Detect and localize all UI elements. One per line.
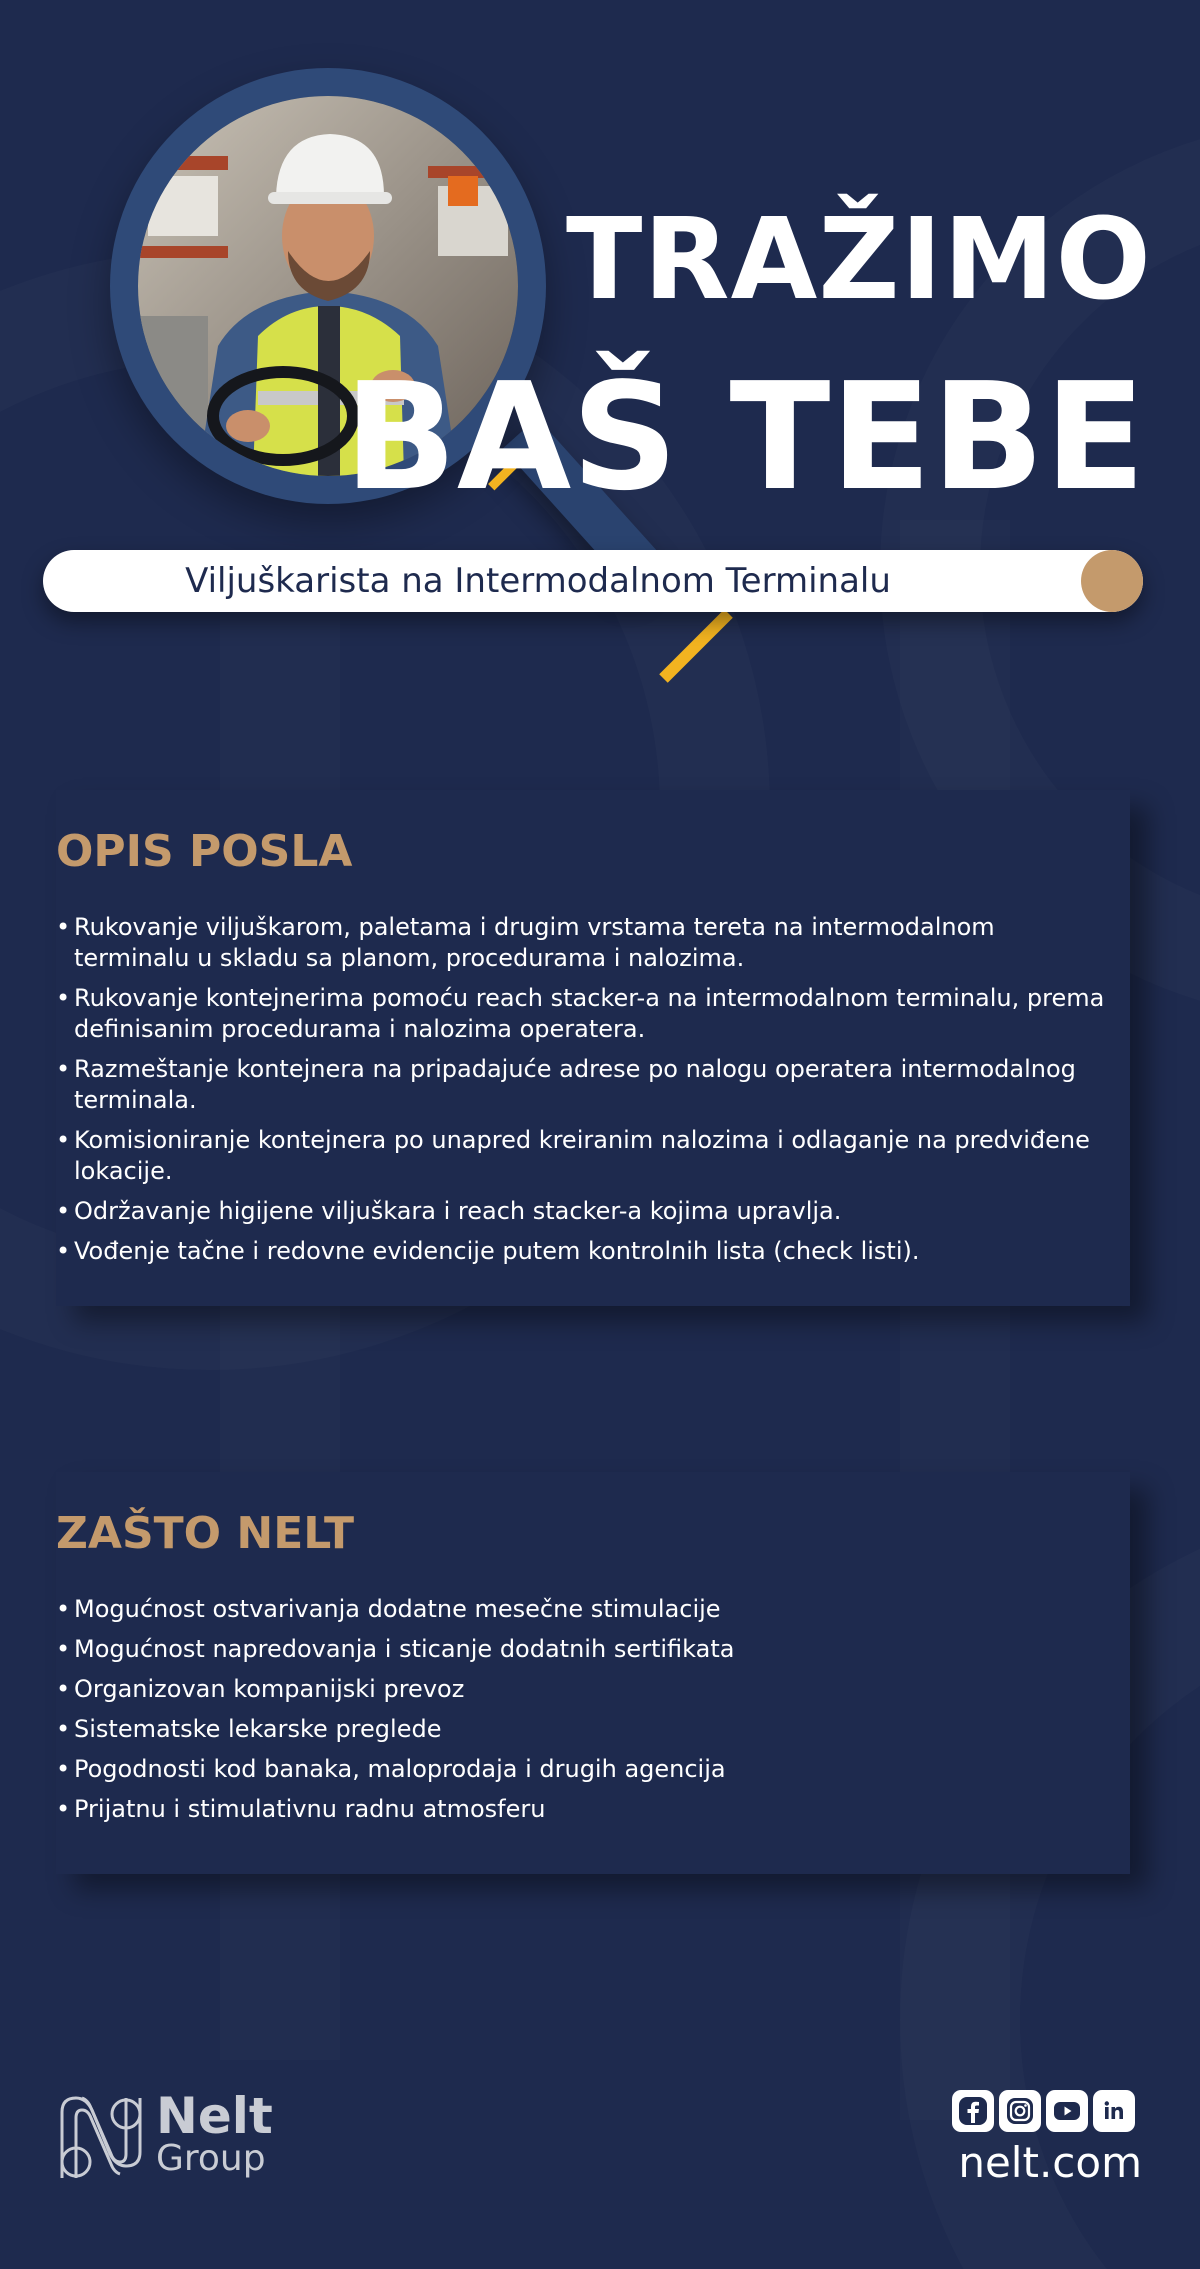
- background-stroke: [900, 520, 1010, 2120]
- list-item: • Mogućnost ostvarivanja dodatne mesečne stimulacije: [56, 1594, 1116, 1625]
- website-link[interactable]: nelt.com: [958, 2138, 1142, 2187]
- nelt-logo-mark-icon: [56, 2092, 146, 2182]
- list-item: • Vođenje tačne i redovne evidencije putem kontrolnih lista (check listi).: [56, 1236, 1116, 1267]
- list-item: • Komisioniranje kontejnera po unapred kreiranim nalozima i odlaganje na predviđene lokacije.: [56, 1125, 1116, 1187]
- list-item: • Sistematske lekarske preglede: [56, 1714, 1116, 1745]
- headline-line-2: BAŠ TEBE: [344, 351, 1146, 523]
- youtube-icon[interactable]: [1046, 2090, 1088, 2132]
- social-links: [952, 2090, 1142, 2134]
- job-title-pill: [43, 550, 1143, 612]
- benefits-title: ZAŠTO NELT: [56, 1508, 355, 1559]
- headline-line-1: TRAŽIMO: [566, 195, 1152, 325]
- job-title: Viljuškarista na Intermodalnom Terminalu: [185, 561, 891, 601]
- job-description-list: [56, 912, 1116, 1276]
- pill-dot: [1081, 550, 1143, 612]
- list-item: • Mogućnost napredovanja i sticanje dodatnih sertifikata: [56, 1634, 1116, 1665]
- linkedin-icon[interactable]: [1093, 2090, 1135, 2132]
- list-item: • Rukovanje viljuškarom, paletama i drugim vrstama tereta na intermodalnom terminalu u skladu sa planom, procedurama i nalozima.: [56, 912, 1116, 974]
- list-item: • Održavanje higijene viljuškara i reach stacker-a kojima upravlja.: [56, 1196, 1116, 1227]
- list-item: • Organizovan kompanijski prevoz: [56, 1674, 1116, 1705]
- instagram-icon[interactable]: [999, 2090, 1041, 2132]
- list-item: • Razmeštanje kontejnera na pripadajuće adrese po nalogu operatera intermodalnog terminala.: [56, 1054, 1116, 1116]
- list-item: • Rukovanje kontejnerima pomoću reach stacker-a na intermodalnom terminalu, prema definisanim procedurama i nalozima operatera.: [56, 983, 1116, 1045]
- list-item: • Prijatnu i stimulativnu radnu atmosferu: [56, 1794, 1116, 1825]
- benefits-list: [56, 1594, 1116, 1834]
- logo-sub: Group: [156, 2138, 266, 2179]
- list-item: • Pogodnosti kod banaka, maloprodaja i drugih agencija: [56, 1754, 1116, 1785]
- logo-name: Nelt: [156, 2087, 273, 2145]
- nelt-group-logo: [56, 2087, 356, 2182]
- job-description-title: OPIS POSLA: [56, 826, 353, 877]
- facebook-icon[interactable]: [952, 2090, 994, 2132]
